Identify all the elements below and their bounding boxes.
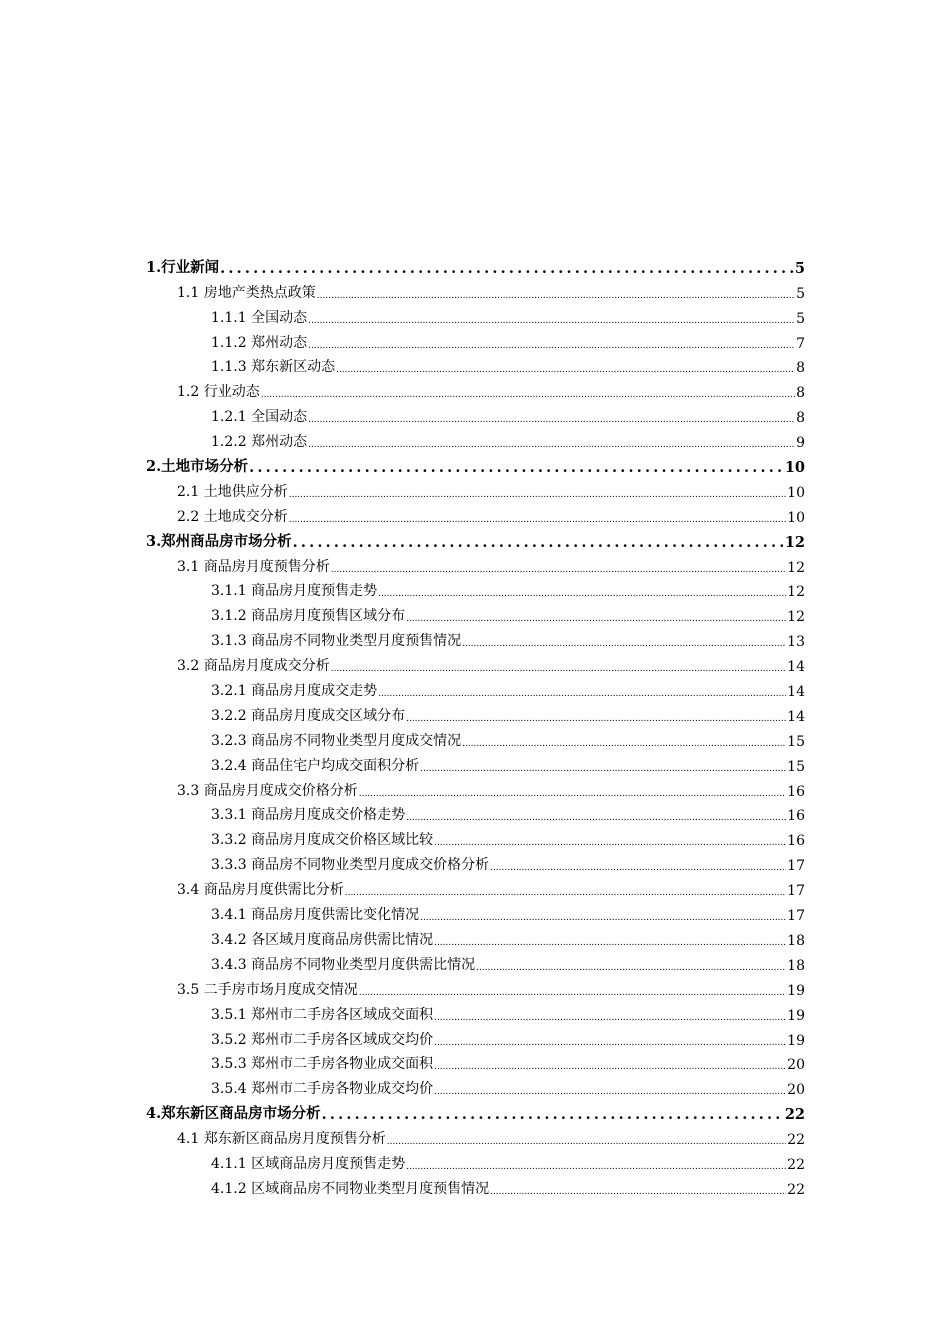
dot-leader: [434, 1086, 786, 1098]
toc-entry-title: 3.3.2 商品房月度成交价格区域比较: [211, 832, 434, 849]
toc-entry-level-1[interactable]: [0, 1101, 950, 1126]
toc-entry-title: 3.2.2 商品房月度成交区域分布: [211, 707, 406, 724]
dot-leader: [406, 613, 786, 625]
toc-entry-page-number: 16: [787, 833, 805, 850]
toc-entry-level-3[interactable]: [0, 927, 950, 952]
toc-entry-level-3[interactable]: [0, 404, 950, 429]
toc-entry-title: 3.3.1 商品房月度成交价格走势: [211, 807, 406, 824]
toc-entry-page-number: 14: [787, 659, 805, 676]
dot-leader: [378, 688, 786, 700]
dot-leader: [289, 514, 786, 526]
toc-entry-page-number: 20: [787, 1057, 805, 1074]
toc-entry-page-number: 22: [787, 1156, 805, 1173]
toc-entry-page-number: 7: [796, 335, 805, 352]
toc-entry-title: 3.3 商品房月度成交价格分析: [177, 782, 358, 799]
toc-entry-level-3[interactable]: [0, 678, 950, 703]
toc-entry-page-number: 17: [787, 883, 805, 900]
toc-entry-page-number: 15: [787, 733, 805, 750]
toc-entry-title: 1.1.3 郑东新区动态: [211, 359, 336, 376]
toc-entry-title: 3.5.1 郑州市二手房各区域成交面积: [211, 1006, 434, 1023]
toc-entry-title: 3.3.3 商品房不同物业类型月度成交价格分析: [211, 857, 490, 874]
dot-leader: [261, 389, 795, 401]
dot-leader: [462, 638, 786, 650]
table-of-contents: [0, 255, 950, 1201]
toc-entry-title: 3.5.3 郑州市二手房各物业成交面积: [211, 1056, 434, 1073]
toc-entry-page-number: 22: [787, 1132, 805, 1149]
dot-leader: [387, 1136, 786, 1148]
toc-entry-level-3[interactable]: [0, 952, 950, 977]
toc-entry-title: 2.土地市场分析: [146, 458, 249, 476]
toc-entry-level-3[interactable]: [0, 1002, 950, 1027]
toc-entry-page-number: 8: [796, 410, 805, 427]
toc-entry-title: 4.郑东新区商品房市场分析: [146, 1105, 321, 1123]
dot-leader: [322, 1107, 784, 1123]
toc-entry-page-number: 14: [787, 708, 805, 725]
dot-leader: [476, 962, 786, 974]
toc-entry-level-3[interactable]: [0, 1151, 950, 1176]
dot-leader: [317, 290, 795, 302]
toc-entry-title: 3.2 商品房月度成交分析: [177, 658, 330, 675]
toc-entry-level-3[interactable]: [0, 355, 950, 380]
dot-leader: [331, 663, 786, 675]
toc-entry-page-number: 12: [787, 609, 805, 626]
toc-entry-level-3[interactable]: [0, 305, 950, 330]
dot-leader: [220, 261, 794, 277]
dot-leader: [293, 535, 784, 551]
dot-leader: [420, 912, 786, 924]
toc-entry-level-3[interactable]: [0, 703, 950, 728]
toc-entry-page-number: 12: [787, 584, 805, 601]
toc-entry-level-2[interactable]: [0, 877, 950, 902]
toc-entry-level-3[interactable]: [0, 579, 950, 604]
toc-entry-title: 4.1.2 区域商品房不同物业类型月度预售情况: [211, 1180, 490, 1197]
dot-leader: [331, 564, 786, 576]
toc-entry-title: 3.4.3 商品房不同物业类型月度供需比情况: [211, 956, 476, 973]
toc-entry-page-number: 12: [787, 559, 805, 576]
dot-leader: [289, 489, 786, 501]
toc-entry-title: 3.1.3 商品房不同物业类型月度预售情况: [211, 633, 462, 650]
toc-entry-page-number: 12: [784, 533, 805, 551]
toc-entry-title: 3.1 商品房月度预售分析: [177, 558, 330, 575]
toc-entry-title: 3.1.1 商品房月度预售走势: [211, 583, 378, 600]
toc-entry-level-3[interactable]: [0, 603, 950, 628]
toc-entry-level-2[interactable]: [0, 479, 950, 504]
toc-entry-page-number: 22: [784, 1106, 805, 1124]
dot-leader: [434, 1012, 786, 1024]
toc-entry-level-2[interactable]: [0, 1126, 950, 1151]
toc-entry-level-3[interactable]: [0, 1052, 950, 1077]
toc-entry-page-number: 17: [787, 908, 805, 925]
toc-entry-title: 3.2.4 商品住宅户均成交面积分析: [211, 757, 420, 774]
dot-leader: [378, 588, 786, 600]
toc-entry-page-number: 5: [796, 310, 805, 327]
toc-entry-level-3[interactable]: [0, 753, 950, 778]
toc-entry-title: 3.郑州商品房市场分析: [146, 532, 292, 550]
toc-entry-title: 1.2.2 郑州动态: [211, 434, 308, 451]
toc-entry-level-3[interactable]: [0, 803, 950, 828]
toc-entry-page-number: 10: [784, 459, 805, 477]
toc-entry-title: 3.5 二手房市场月度成交情况: [177, 981, 358, 998]
toc-entry-level-3[interactable]: [0, 330, 950, 355]
dot-leader: [434, 837, 786, 849]
toc-entry-page-number: 18: [787, 957, 805, 974]
toc-entry-title: 1.2 行业动态: [177, 384, 260, 401]
toc-entry-page-number: 10: [787, 484, 805, 501]
toc-entry-page-number: 5: [796, 285, 805, 302]
toc-entry-title: 3.2.1 商品房月度成交走势: [211, 683, 378, 700]
dot-leader: [359, 987, 786, 999]
toc-entry-level-3[interactable]: [0, 1176, 950, 1201]
toc-entry-title: 1.2.1 全国动态: [211, 409, 308, 426]
dot-leader: [308, 315, 795, 327]
toc-entry-page-number: 19: [787, 1032, 805, 1049]
toc-entry-page-number: 8: [796, 385, 805, 402]
toc-entry-level-3[interactable]: [0, 1027, 950, 1052]
toc-entry-title: 3.1.2 商品房月度预售区域分布: [211, 608, 406, 625]
dot-leader: [345, 887, 786, 899]
toc-entry-title: 2.2 土地成交分析: [177, 508, 288, 525]
toc-entry-level-3[interactable]: [0, 827, 950, 852]
dot-leader: [308, 414, 795, 426]
dot-leader: [308, 439, 795, 451]
toc-entry-title: 4.1 郑东新区商品房月度预售分析: [177, 1131, 386, 1148]
toc-entry-title: 1.1.1 全国动态: [211, 309, 308, 326]
toc-entry-level-2[interactable]: [0, 977, 950, 1002]
dot-leader: [434, 1061, 786, 1073]
toc-entry-level-3[interactable]: [0, 852, 950, 877]
toc-entry-title: 1.1 房地产类热点政策: [177, 284, 316, 301]
toc-entry-page-number: 16: [787, 808, 805, 825]
dot-leader: [359, 788, 786, 800]
toc-entry-page-number: 9: [796, 435, 805, 452]
toc-entry-page-number: 8: [796, 360, 805, 377]
dot-leader: [434, 937, 786, 949]
dot-leader: [462, 738, 786, 750]
toc-entry-title: 4.1.1 区域商品房月度预售走势: [211, 1155, 406, 1172]
toc-entry-page-number: 18: [787, 932, 805, 949]
toc-entry-level-2[interactable]: [0, 504, 950, 529]
dot-leader: [308, 340, 795, 352]
dot-leader: [406, 713, 786, 725]
toc-entry-level-3[interactable]: [0, 429, 950, 454]
toc-entry-title: 3.4.2 各区域月度商品房供需比情况: [211, 931, 434, 948]
toc-entry-level-1[interactable]: [0, 454, 950, 479]
dot-leader: [490, 862, 786, 874]
toc-entry-level-2[interactable]: [0, 379, 950, 404]
toc-entry-level-1[interactable]: [0, 255, 950, 280]
toc-entry-page-number: 10: [787, 509, 805, 526]
toc-entry-title: 3.5.4 郑州市二手房各物业成交均价: [211, 1081, 434, 1098]
toc-entry-level-2[interactable]: [0, 778, 950, 803]
toc-entry-level-2[interactable]: [0, 653, 950, 678]
toc-entry-page-number: 13: [787, 634, 805, 651]
toc-entry-level-3[interactable]: [0, 628, 950, 653]
toc-entry-page-number: 19: [787, 1007, 805, 1024]
toc-entry-page-number: 15: [787, 758, 805, 775]
dot-leader: [406, 812, 786, 824]
dot-leader: [420, 763, 786, 775]
toc-entry-title: 1.1.2 郑州动态: [211, 334, 308, 351]
dot-leader: [406, 1161, 786, 1173]
dot-leader: [490, 1186, 786, 1198]
toc-entry-level-2[interactable]: [0, 280, 950, 305]
dot-leader: [249, 460, 784, 476]
toc-entry-title: 3.4.1 商品房月度供需比变化情况: [211, 907, 420, 924]
toc-entry-title: 3.4 商品房月度供需比分析: [177, 882, 344, 899]
toc-entry-page-number: 16: [787, 783, 805, 800]
toc-entry-level-3[interactable]: [0, 902, 950, 927]
toc-entry-level-1[interactable]: [0, 529, 950, 554]
toc-entry-level-3[interactable]: [0, 728, 950, 753]
toc-entry-page-number: 20: [787, 1082, 805, 1099]
toc-entry-level-2[interactable]: [0, 554, 950, 579]
toc-entry-page-number: 14: [787, 684, 805, 701]
toc-entry-title: 3.2.3 商品房不同物业类型月度成交情况: [211, 732, 462, 749]
toc-entry-title: 1.行业新闻: [146, 258, 220, 276]
toc-entry-title: 3.5.2 郑州市二手房各区域成交均价: [211, 1031, 434, 1048]
toc-entry-page-number: 17: [787, 858, 805, 875]
dot-leader: [336, 364, 795, 376]
dot-leader: [434, 1037, 786, 1049]
toc-entry-page-number: 22: [787, 1181, 805, 1198]
toc-entry-level-3[interactable]: [0, 1076, 950, 1101]
toc-entry-title: 2.1 土地供应分析: [177, 483, 288, 500]
toc-entry-page-number: 19: [787, 982, 805, 999]
toc-entry-page-number: 5: [794, 259, 805, 277]
